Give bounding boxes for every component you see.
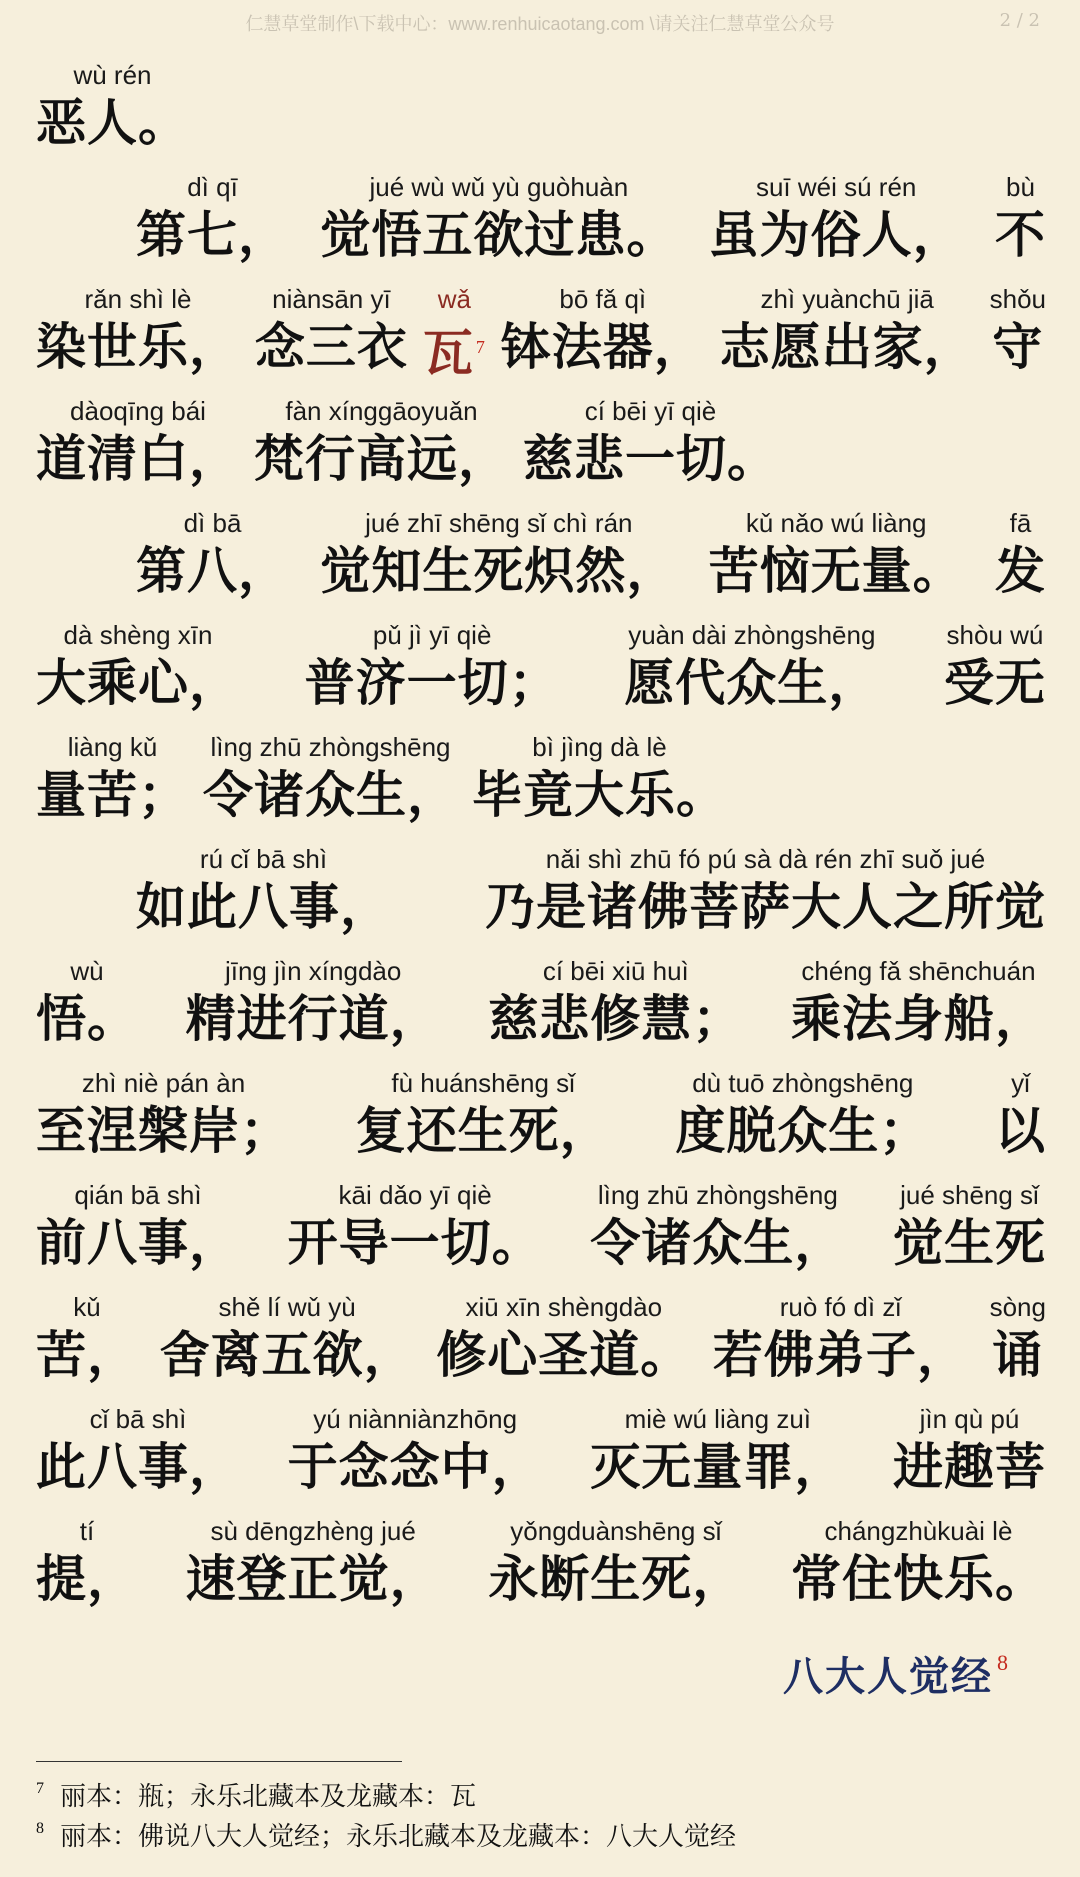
pinyin: liàng kǔ	[67, 732, 158, 762]
ruby-segment	[288, 1402, 543, 1500]
ruby-segment	[254, 394, 509, 492]
pinyin: jué shēng sǐ	[900, 1180, 1039, 1210]
pinyin: niànsān yī	[272, 284, 391, 314]
hanzi	[590, 1212, 845, 1276]
hanzi	[720, 316, 975, 380]
hanzi	[203, 764, 458, 828]
ruby-segment	[186, 1514, 441, 1612]
pinyin: shǒu	[989, 284, 1046, 314]
hanzi	[320, 204, 677, 268]
hanzi-text: 普济一切；	[304, 654, 560, 712]
pinyin: cí bēi yī qiè	[584, 396, 717, 426]
hanzi	[255, 316, 408, 380]
ruby-segment	[590, 1402, 845, 1500]
hanzi	[709, 204, 964, 268]
hanzi-text: 受无	[943, 654, 1046, 712]
pinyin: suī wéi sú rén	[755, 172, 917, 202]
hanzi	[36, 92, 189, 156]
pinyin: kāi dǎo yī qiè	[338, 1180, 492, 1210]
ruby-segment	[791, 1514, 1046, 1612]
hanzi-text: 恶人。	[36, 94, 189, 152]
hanzi-text: 愿代众生，	[624, 654, 880, 712]
ruby-segment	[488, 1514, 743, 1612]
ruby-segment	[791, 954, 1046, 1052]
hanzi	[36, 1212, 240, 1276]
hanzi	[254, 428, 509, 492]
title-text: 八大人觉经	[783, 1653, 993, 1700]
hanzi	[590, 1436, 845, 1500]
pinyin: lìng zhū zhòngshēng	[210, 732, 451, 762]
pinyin: bō fǎ qì	[559, 284, 647, 314]
pinyin: dà shèng xīn	[63, 620, 213, 650]
page-header: 仁慧草堂制作\下载中心：www.renhuicaotang.com \请关注仁慧草堂公众号	[245, 14, 835, 34]
hanzi-text: 此八事，	[36, 1438, 240, 1496]
hanzi	[136, 540, 289, 604]
ruby-segment	[36, 394, 240, 492]
text-line	[36, 828, 1046, 940]
pinyin: wǎ	[437, 284, 471, 314]
hanzi-text: 苦，	[36, 1326, 138, 1384]
hanzi	[36, 1436, 240, 1500]
footnote-divider	[36, 1761, 402, 1762]
ruby-segment	[436, 1290, 691, 1388]
hanzi-text: 若佛弟子，	[712, 1326, 968, 1384]
ruby-segment	[713, 1290, 968, 1388]
hanzi	[36, 1324, 138, 1388]
hanzi	[186, 988, 441, 1052]
hanzi	[36, 988, 138, 1052]
hanzi-text: 觉悟五欲过患。	[320, 206, 678, 264]
hanzi-text: 道清白，	[36, 430, 240, 488]
hanzi-text: 以	[994, 1102, 1046, 1160]
hanzi-text: 第七，	[136, 206, 289, 264]
hanzi-text: 量苦；	[36, 766, 189, 824]
ruby-segment	[472, 730, 727, 828]
hanzi-text: 令诸众生，	[590, 1214, 846, 1272]
ruby-segment	[485, 842, 1046, 940]
hanzi	[36, 764, 189, 828]
footnote-8	[36, 1816, 736, 1853]
ruby-segment	[720, 282, 975, 380]
hanzi-text: 灭无量罪，	[590, 1438, 846, 1496]
pinyin: kǔ nǎo wú liàng	[745, 508, 927, 538]
pinyin: jué wù wǔ yù guòhuàn	[369, 172, 629, 202]
hanzi	[488, 988, 743, 1052]
ruby-segment	[136, 170, 289, 268]
hanzi	[305, 652, 560, 716]
hanzi-text: 第八，	[136, 542, 289, 600]
hanzi	[485, 876, 1046, 940]
ruby-segment	[590, 1178, 845, 1276]
pinyin: dì bā	[183, 508, 242, 538]
pinyin: fā	[1009, 508, 1032, 538]
hanzi	[186, 1548, 441, 1612]
pinyin: yǐ	[1011, 1068, 1030, 1098]
hanzi	[624, 652, 879, 716]
hanzi-text: 慈悲修慧；	[488, 990, 744, 1048]
ruby-segment	[136, 842, 391, 940]
hanzi-text: 开导一切。	[287, 1214, 543, 1272]
ruby-segment	[255, 282, 408, 380]
pinyin: dù tuō zhòngshēng	[692, 1068, 914, 1098]
text-line	[36, 44, 1046, 156]
pinyin: pǔ jì yī qiè	[372, 620, 492, 650]
pinyin: jué zhī shēng sǐ chì rán	[365, 508, 633, 538]
ruby-segment	[320, 170, 677, 268]
hanzi	[709, 540, 964, 604]
ruby-segment	[523, 394, 778, 492]
pinyin: shě lí wǔ yù	[218, 1292, 356, 1322]
pinyin: sù dēngzhèng jué	[210, 1516, 416, 1546]
pinyin: zhì yuànchū jiā	[760, 284, 934, 314]
ruby-segment	[36, 618, 240, 716]
text-line	[36, 604, 1046, 716]
ruby-segment	[186, 954, 441, 1052]
hanzi-text: 至涅槃岸；	[36, 1102, 291, 1160]
hanzi	[136, 204, 289, 268]
hanzi	[501, 316, 705, 380]
title-footnote-marker: 8	[997, 1650, 1010, 1675]
hanzi	[488, 1548, 743, 1612]
ruby-segment	[893, 1178, 1046, 1276]
hanzi-text: 修心圣道。	[436, 1326, 692, 1384]
pinyin: qián bā shì	[74, 1180, 202, 1210]
ruby-segment	[305, 618, 560, 716]
text-line	[36, 380, 1046, 492]
text-line	[36, 940, 1046, 1052]
hanzi-text: 苦恼无量。	[708, 542, 964, 600]
footnote-marker: 7	[475, 337, 486, 357]
footnote-text: 丽本：瓶；永乐北藏本及龙藏本：瓦	[60, 1782, 477, 1812]
pinyin: yǒngduànshēng sǐ	[510, 1516, 722, 1546]
hanzi-text: 于念念中，	[287, 1438, 543, 1496]
pinyin: miè wú liàng zuì	[624, 1404, 812, 1434]
hanzi	[36, 428, 240, 492]
hanzi-text: 瓦	[422, 324, 474, 383]
pinyin: dàoqīng bái	[70, 396, 206, 426]
hanzi-text: 舍离五欲，	[159, 1326, 415, 1384]
ruby-segment	[995, 1066, 1046, 1164]
hanzi-text: 度脱众生；	[675, 1102, 931, 1160]
text-line	[36, 1276, 1046, 1388]
hanzi	[995, 1100, 1046, 1164]
pinyin: rú cǐ bā shì	[199, 844, 328, 874]
hanzi-text: 进趣菩	[892, 1438, 1046, 1496]
pinyin: sòng	[989, 1292, 1046, 1322]
hanzi	[36, 1548, 138, 1612]
ruby-segment	[36, 1290, 138, 1388]
ruby-segment	[36, 1066, 291, 1164]
ruby-segment	[36, 1402, 240, 1500]
hanzi-text: 令诸众生，	[203, 766, 458, 824]
ruby-segment	[320, 506, 677, 604]
pinyin: ruò fó dì zǐ	[779, 1292, 902, 1322]
pinyin: wù	[70, 956, 104, 986]
ruby-segment	[624, 618, 879, 716]
ruby-segment	[709, 506, 964, 604]
pinyin: cí bēi xiū huì	[542, 956, 689, 986]
hanzi-text: 觉生死	[892, 1214, 1046, 1272]
hanzi	[995, 540, 1046, 604]
ruby-segment	[36, 954, 138, 1052]
hanzi	[472, 764, 727, 828]
footnote-number: 7	[36, 1780, 44, 1797]
pinyin: shòu wú	[946, 620, 1044, 650]
text-line	[36, 1500, 1046, 1612]
ruby-segment	[944, 618, 1046, 716]
pinyin: kǔ	[73, 1292, 101, 1322]
hanzi-text: 诵	[992, 1326, 1044, 1384]
hanzi-text: 提，	[36, 1550, 138, 1608]
ruby-segment	[995, 170, 1046, 268]
pinyin: zhì niè pán àn	[81, 1068, 246, 1098]
hanzi	[436, 1324, 691, 1388]
hanzi	[992, 316, 1043, 380]
ruby-segment	[136, 506, 289, 604]
ruby-segment	[36, 58, 189, 156]
hanzi-text: 常住快乐。	[790, 1550, 1046, 1608]
hanzi	[893, 1436, 1046, 1500]
hanzi	[675, 1100, 930, 1164]
pinyin: bì jìng dà lè	[532, 732, 667, 762]
hanzi	[136, 876, 391, 940]
ruby-segment	[990, 1290, 1046, 1388]
text-line	[36, 156, 1046, 268]
ruby-segment	[990, 282, 1046, 380]
text-line	[36, 268, 1046, 383]
ruby-segment	[709, 170, 964, 268]
hanzi-text: 乘法身船，	[790, 990, 1046, 1048]
hanzi	[36, 652, 240, 716]
hanzi-text: 虽为俗人，	[708, 206, 964, 264]
hanzi-text: 精进行道，	[185, 990, 441, 1048]
text-line	[36, 1164, 1046, 1276]
pinyin: jìn qù pú	[919, 1404, 1020, 1434]
footnote-text: 丽本：佛说八大人觉经；永乐北藏本及龙藏本：八大人觉经	[60, 1822, 737, 1852]
pinyin: jīng jìn xíngdào	[224, 956, 402, 986]
pinyin: fù huánshēng sǐ	[391, 1068, 575, 1098]
page-number: 2 / 2	[999, 10, 1040, 31]
ruby-segment	[675, 1066, 930, 1164]
pinyin: tí	[79, 1516, 95, 1546]
pinyin: cǐ bā shì	[89, 1404, 187, 1434]
hanzi-text: 守	[992, 318, 1044, 376]
hanzi-text: 钵法器，	[500, 318, 705, 376]
ruby-segment	[422, 282, 486, 383]
pinyin: yú niànniànzhōng	[313, 1404, 518, 1434]
pinyin: rǎn shì lè	[84, 284, 192, 314]
ruby-segment	[36, 1178, 240, 1276]
hanzi	[713, 1324, 968, 1388]
ruby-segment	[995, 506, 1046, 604]
hanzi-text: 如此八事，	[136, 878, 391, 936]
hanzi-text: 念三衣	[254, 318, 408, 376]
text-line	[36, 716, 1046, 828]
ruby-segment	[36, 730, 189, 828]
footnote-number: 8	[36, 1820, 44, 1837]
ruby-segment	[488, 954, 743, 1052]
ruby-segment	[160, 1290, 415, 1388]
hanzi-text: 复还生死，	[355, 1102, 611, 1160]
pinyin: xiū xīn shèngdào	[465, 1292, 663, 1322]
hanzi	[523, 428, 778, 492]
hanzi	[893, 1212, 1046, 1276]
sutra-text	[36, 44, 1046, 1612]
hanzi-text: 悟。	[36, 990, 138, 1048]
hanzi-text: 慈悲一切。	[523, 430, 778, 488]
pinyin: dì qī	[187, 172, 238, 202]
ruby-segment	[501, 282, 705, 380]
ruby-segment	[356, 1066, 611, 1164]
hanzi-text: 不	[994, 206, 1046, 264]
hanzi	[791, 1548, 1046, 1612]
hanzi-text: 志愿出家，	[719, 318, 975, 376]
ruby-segment	[36, 282, 240, 380]
hanzi	[36, 1100, 291, 1164]
text-line	[36, 492, 1046, 604]
hanzi	[791, 988, 1046, 1052]
pinyin: chéng fǎ shēnchuán	[801, 956, 1036, 986]
pinyin: wù rén	[73, 60, 152, 90]
hanzi	[36, 316, 240, 380]
hanzi-text: 染世乐，	[36, 318, 240, 376]
hanzi	[288, 1212, 543, 1276]
hanzi-text: 乃是诸佛菩萨大人之所觉	[485, 878, 1046, 936]
hanzi-text: 毕竟大乐。	[472, 766, 727, 824]
sutra-title	[783, 1645, 1010, 1702]
hanzi	[944, 652, 1046, 716]
pinyin: nǎi shì zhū fó pú sà dà rén zhī suǒ jué	[545, 844, 986, 874]
pinyin: chángzhùkuài lè	[824, 1516, 1013, 1546]
text-line	[36, 1052, 1046, 1164]
ruby-segment	[893, 1402, 1046, 1500]
ruby-segment	[36, 1514, 138, 1612]
ruby-segment	[288, 1178, 543, 1276]
pinyin: fàn xínggāoyuǎn	[285, 396, 478, 426]
text-line	[36, 1388, 1046, 1500]
hanzi-text: 梵行高远，	[254, 430, 509, 488]
hanzi	[992, 1324, 1043, 1388]
ruby-segment	[203, 730, 458, 828]
pinyin: lìng zhū zhòngshēng	[597, 1180, 838, 1210]
hanzi-text: 速登正觉，	[185, 1550, 441, 1608]
footnote-7	[36, 1776, 476, 1813]
hanzi	[422, 316, 486, 383]
hanzi-text: 觉知生死炽然，	[320, 542, 678, 600]
hanzi-text: 永断生死，	[488, 1550, 744, 1608]
hanzi	[995, 204, 1046, 268]
hanzi	[288, 1436, 543, 1500]
hanzi-text: 发	[994, 542, 1046, 600]
hanzi	[320, 540, 677, 604]
pinyin: bù	[1006, 172, 1035, 202]
hanzi-text: 前八事，	[36, 1214, 240, 1272]
hanzi-text: 大乘心，	[36, 654, 240, 712]
hanzi	[160, 1324, 415, 1388]
pinyin: yuàn dài zhòngshēng	[628, 620, 876, 650]
hanzi	[356, 1100, 611, 1164]
